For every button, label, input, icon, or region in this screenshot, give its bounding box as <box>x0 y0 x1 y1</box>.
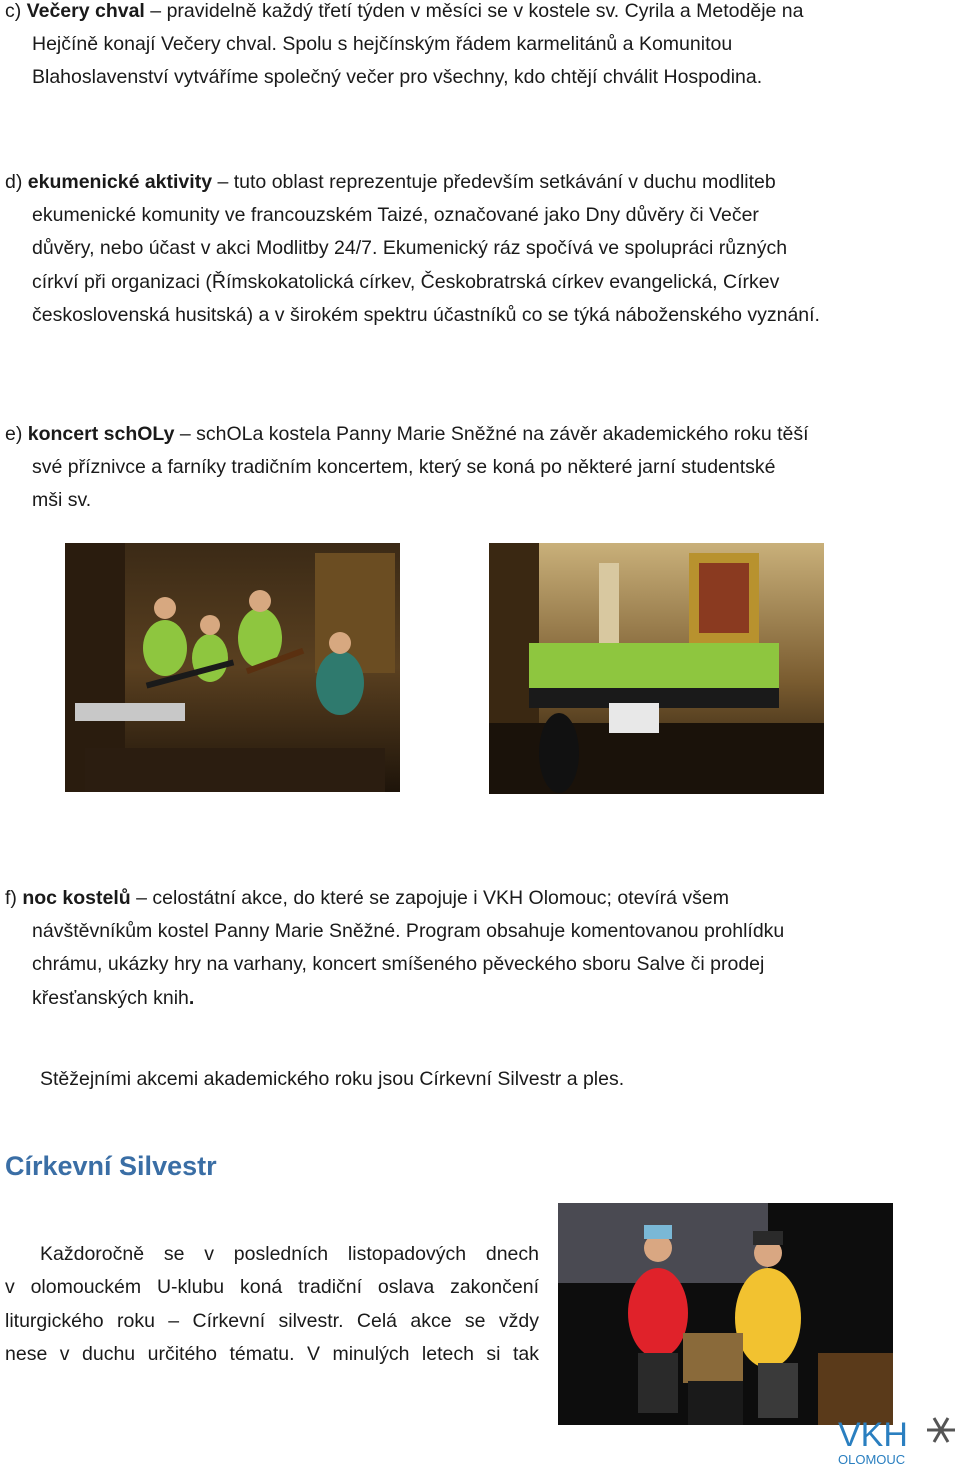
section-e-term: koncert schOLy <box>27 423 175 445</box>
logo-main-text: VKH <box>838 1416 908 1454</box>
section-f-line4-period: . <box>188 986 195 1009</box>
section-e-line2: své příznivce a farníky tradičním koncertem, který se koná po některé jarní studentské <box>32 456 776 479</box>
vkh-logo <box>836 1408 960 1466</box>
silvestr-line4: nese v duchu určitého tématu. V minulých letech si tak <box>5 1342 539 1365</box>
section-d-line5: československá husitská) a v širokém spektru účastníků co se týká náboženského vyznání. <box>32 303 820 326</box>
section-f-term: noc kostelů <box>22 887 131 909</box>
section-f-line4-text: křesťanských knih <box>32 986 189 1009</box>
section-c-paragraph <box>5 0 895 95</box>
heading-cirkevni-silvestr: Církevní Silvestr <box>5 1151 217 1181</box>
section-c-line1: pravidelně každý třetí týden v měsíci se v kostele sv. Cyrila a Metoděje na <box>166 0 804 22</box>
section-f-line2: návštěvníkům kostel Panny Marie Sněžné. Program obsahuje komentovanou prohlídku <box>32 920 785 943</box>
section-e-line1: schOLa kostela Panny Marie Sněžné na závěr akademického roku těší <box>196 423 809 445</box>
section-d-line4: církví při organizaci (Římskokatolická církev, Českobratrská církev evangelická, Církev <box>32 270 780 293</box>
section-f-line1: celostátní akce, do které se zapojuje i VKH Olomouc; otevírá všem <box>152 887 730 909</box>
section-d-paragraph <box>5 166 895 332</box>
section-c-label: c) <box>5 0 22 22</box>
summary-line: Stěžejními akcemi akademického roku jsou Církevní Silvestr a ples. <box>40 1068 625 1090</box>
section-f-line3: chrámu, ukázky hry na varhany, koncert smíšeného pěveckého sboru Salve či prodej <box>32 953 765 976</box>
section-c-line2: Hejčíně konají Večery chval. Spolu s hejčínským řádem karmelitánů a Komunitou <box>32 33 733 56</box>
silvestr-paragraph <box>5 1238 539 1371</box>
section-c-line3: Blahoslavenství vytváříme společný večer pro všechny, kdo chtějí chválit Hospodina. <box>32 66 763 89</box>
photo-choir <box>489 543 824 794</box>
section-d-term: ekumenické aktivity <box>27 171 213 193</box>
logo-sub-text: OLOMOUC <box>838 1452 906 1466</box>
section-e-paragraph <box>5 418 895 518</box>
silvestr-line1: Každoročně se v posledních listopadových dnech <box>40 1243 539 1265</box>
section-c-dash: – <box>150 0 162 22</box>
photo-silvestr <box>558 1203 893 1425</box>
section-d-label: d) <box>5 171 23 193</box>
silvestr-line2: v olomouckém U-klubu koná tradiční oslava zakončení <box>5 1276 539 1299</box>
section-c-term: Večery chval <box>26 0 145 22</box>
section-e-label: e) <box>5 423 23 445</box>
section-d-line2: ekumenické komunity ve francouzském Taizé, označované jako Dny důvěry či Večer <box>32 204 759 227</box>
section-e-line3: mši sv. <box>32 489 92 512</box>
section-d-dash: – <box>217 171 229 193</box>
section-d-line1: tuto oblast reprezentuje především setkávání v duchu modliteb <box>233 171 776 193</box>
section-f-paragraph <box>5 882 895 1015</box>
section-f-line4 <box>5 982 895 1015</box>
section-f-label: f) <box>5 887 17 909</box>
photo-band <box>65 543 400 792</box>
silvestr-line3: liturgického roku – Církevní silvestr. Celá akce se vždy <box>5 1309 539 1332</box>
section-e-dash: – <box>179 423 191 445</box>
section-d-line3: důvěry, nebo účast v akci Modlitby 24/7. Ekumenický ráz spočívá ve spolupráci různých <box>32 237 788 260</box>
section-f-dash: – <box>136 887 147 909</box>
